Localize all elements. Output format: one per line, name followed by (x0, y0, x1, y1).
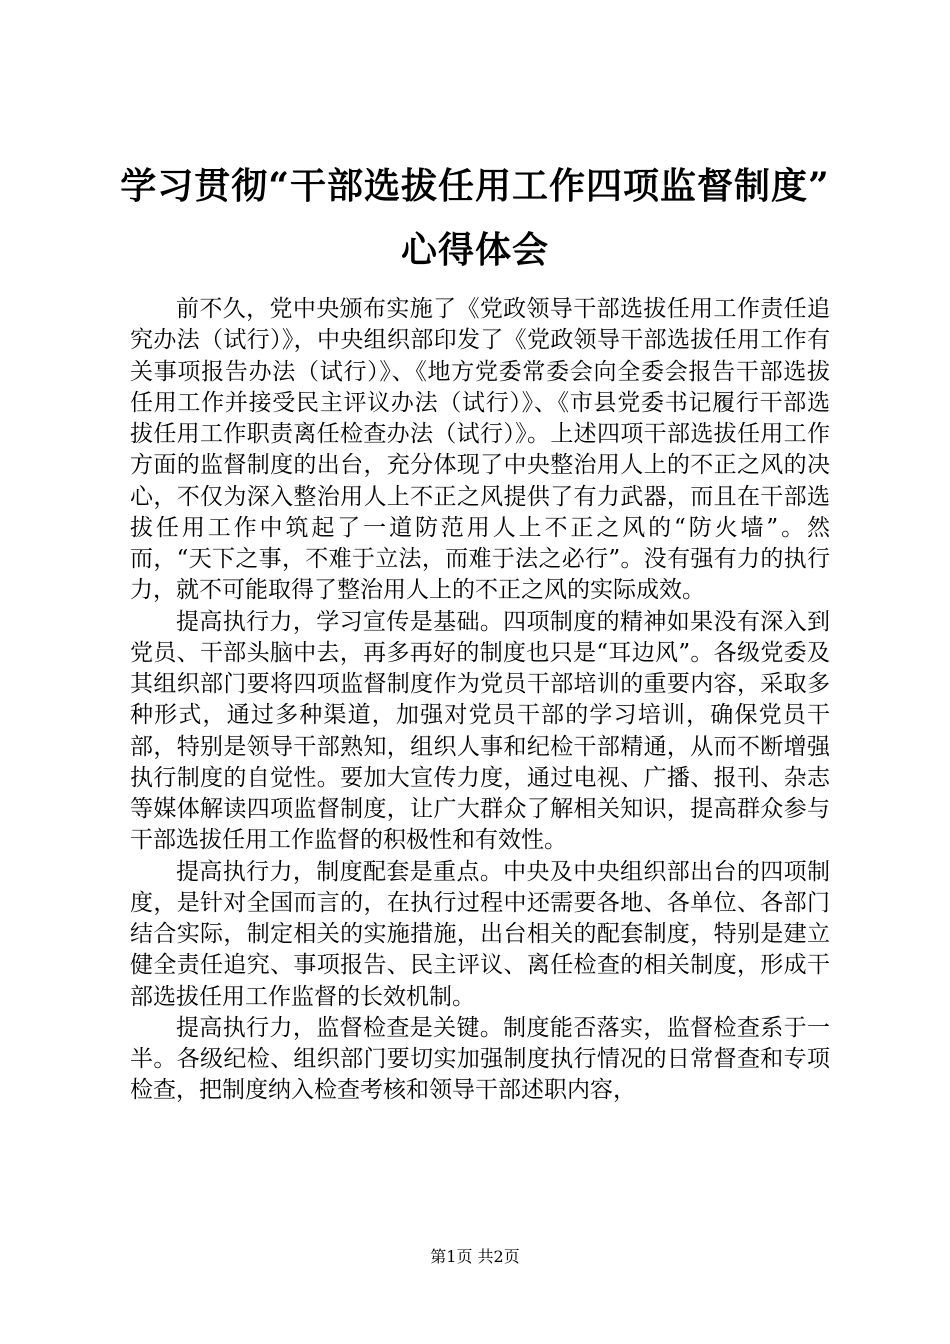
document-body (130, 294, 830, 1107)
paragraph-4: 提高执行力，监督检查是关键。制度能否落实，监督检查系于一半。各级纪检、组织部门要切实加强制度执行情况的日常督查和专项检查，把制度纳入检查考核和领导干部述职内容， (130, 1014, 830, 1104)
paragraph-3: 提高执行力，制度配套是重点。中央及中央组织部出台的四项制度，是针对全国而言的，在执行过程中还需要各地、各单位、各部门结合实际，制定相关的实施措施，出台相关的配套制度，特别是建立健全责任追究、事项报告、民主评议、离任检查的相关制度，形成干部选拔任用工作监督的长效机制。 (130, 858, 830, 1010)
document-title-line-2: 心得体会 (400, 229, 549, 271)
paragraph-1: 前不久，党中央颁布实施了《党政领导干部选拔任用工作责任追究办法（试行）》，中央组织部印发了《党政领导干部选拔任用工作有关事项报告办法（试行）》、《地方党委常委会向全委会报告干部选拔任用工作并接受民主评议办法（试行）》、《市县党委书记履行干部选拔任用工作职责离任检查办法（试行）》。上述四项干部选拔任用工作方面的监督制度的出台，充分体现了中央整治用人上的不正之风的决心，不仅为深入整治用人上不正之风提供了有力武器，而且在干部选拔任用工作中筑起了一道防范用人上不正之风的“防火墙”。然而，“天下之事，不难于立法，而难于法之必行”。没有强有力的执行力，就不可能取得了整治用人上的不正之风的实际成效。 (130, 296, 830, 604)
paragraph-2: 提高执行力，学习宣传是基础。四项制度的精神如果没有深入到党员、干部头脑中去，再多再好的制度也只是“耳边风”。各级党委及其组织部门要将四项监督制度作为党员干部培训的重要内容，采取多种形式，通过多种渠道，加强对党员干部的学习培训，确保党员干部，特别是领导干部熟知，组织人事和纪检干部精通，从而不断增强执行制度的自觉性。要加大宣传力度，通过电视、广播、报刊、杂志等媒体解读四项监督制度，让广大群众了解相关知识，提高群众参与干部选拔任用工作监督的积极性和有效性。 (130, 608, 830, 854)
document-title-line-1: 学习贯彻“干部选拔任用工作四项监督制度” (120, 165, 830, 207)
page-footer: 第1页 共2页 (430, 1247, 520, 1266)
